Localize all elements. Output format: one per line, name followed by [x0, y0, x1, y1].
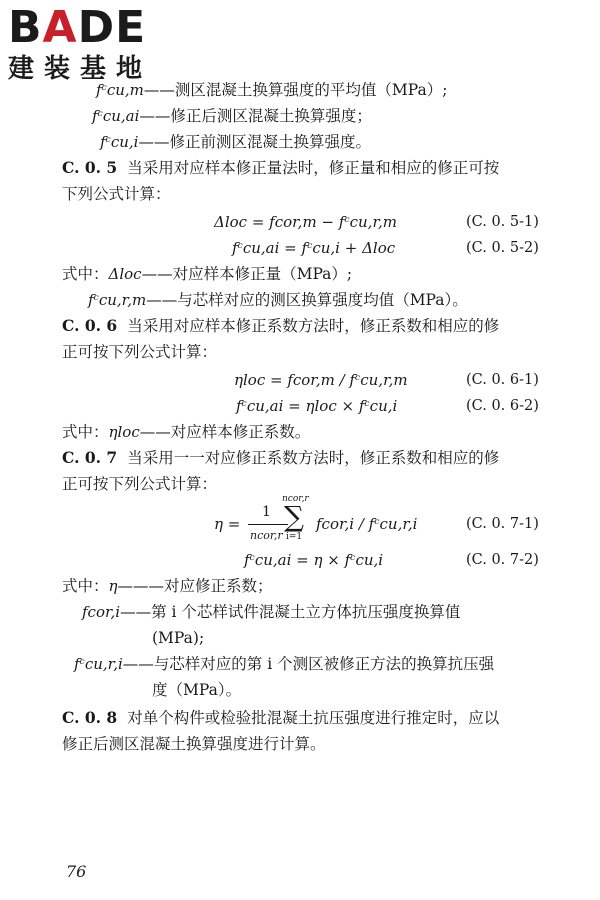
fraction-denominator: ncor,r — [250, 529, 283, 542]
equation: ηloc = fcor,m / fᶜcu,r,m — [234, 371, 408, 389]
bade-logo — [8, 4, 188, 86]
section-c05-cont: 下列公式计算： — [62, 185, 171, 203]
equation-number: (C. 0. 5-2) — [466, 240, 539, 256]
definition-line: fᶜcu,m——测区混凝土换算强度的平均值（MPa）; — [96, 81, 448, 99]
section-c06: C. 0. 6 当采用对应样本修正系数方法时，修正系数和相应的修 — [62, 316, 500, 335]
equation-rhs: fcor,i / fᶜcu,r,i — [316, 515, 418, 533]
sum-upper-limit: ncor,r — [282, 494, 309, 504]
definition-line: fᶜcu,ai——修正后测区混凝土换算强度； — [92, 107, 372, 125]
equation-lhs: η = — [214, 515, 241, 533]
logo-wordmark: BADE — [8, 2, 147, 53]
where-line: fcor,i——第 i 个芯样试件混凝土立方体抗压强度换算值 — [82, 603, 461, 621]
section-c08: C. 0. 8 对单个构件或检验批混凝土抗压强度进行推定时，应以 — [62, 708, 500, 727]
equation-number: (C. 0. 6-2) — [466, 398, 539, 414]
section-c07: C. 0. 7 当采用一一对应修正系数方法时，修正系数和相应的修 — [62, 448, 500, 467]
equation-number: (C. 0. 6-1) — [466, 372, 539, 388]
where-line: 式中：η———对应修正系数； — [62, 577, 273, 595]
equation-number: (C. 0. 7-2) — [466, 552, 539, 568]
equation: Δloc = fcor,m − fᶜcu,r,m — [214, 213, 397, 231]
section-c08-cont: 修正后测区混凝土换算强度进行计算。 — [62, 735, 326, 753]
equation-number: (C. 0. 7-1) — [466, 516, 539, 532]
where-line-cont: (MPa); — [152, 629, 205, 647]
logo-accent-letter: A — [42, 2, 78, 53]
section-c06-cont: 正可按下列公式计算： — [62, 343, 218, 361]
equation: fᶜcu,ai = fᶜcu,i + Δloc — [232, 239, 396, 257]
section-c07-cont: 正可按下列公式计算： — [62, 475, 218, 493]
where-line-cont: 度（MPa）。 — [152, 681, 242, 699]
where-line: fᶜcu,r,i——与芯样对应的第 i 个测区被修正方法的换算抗压强 — [74, 655, 495, 673]
equation: fᶜcu,ai = η × fᶜcu,i — [244, 551, 384, 569]
where-line: 式中：ηloc——对应样本修正系数。 — [62, 423, 311, 441]
page-number: 76 — [66, 862, 87, 881]
fraction-bar — [248, 524, 288, 525]
equation-number: (C. 0. 5-1) — [466, 214, 539, 230]
summation-sign: ∑ — [284, 500, 304, 533]
fraction-numerator: 1 — [262, 504, 271, 520]
where-line: 式中：Δloc——对应样本修正量（MPa）; — [62, 265, 353, 283]
definition-line: fᶜcu,i——修正前测区混凝土换算强度。 — [100, 133, 371, 151]
section-c05: C. 0. 5 当采用对应样本修正量法时，修正量和相应的修正可按 — [62, 158, 500, 177]
equation: fᶜcu,ai = ηloc × fᶜcu,i — [236, 397, 398, 415]
sum-lower-limit: i=1 — [286, 532, 303, 542]
logo-chinese-text: 建装基地 — [8, 54, 153, 84]
where-line: fᶜcu,r,m——与芯样对应的测区换算强度均值（MPa）。 — [88, 291, 468, 309]
